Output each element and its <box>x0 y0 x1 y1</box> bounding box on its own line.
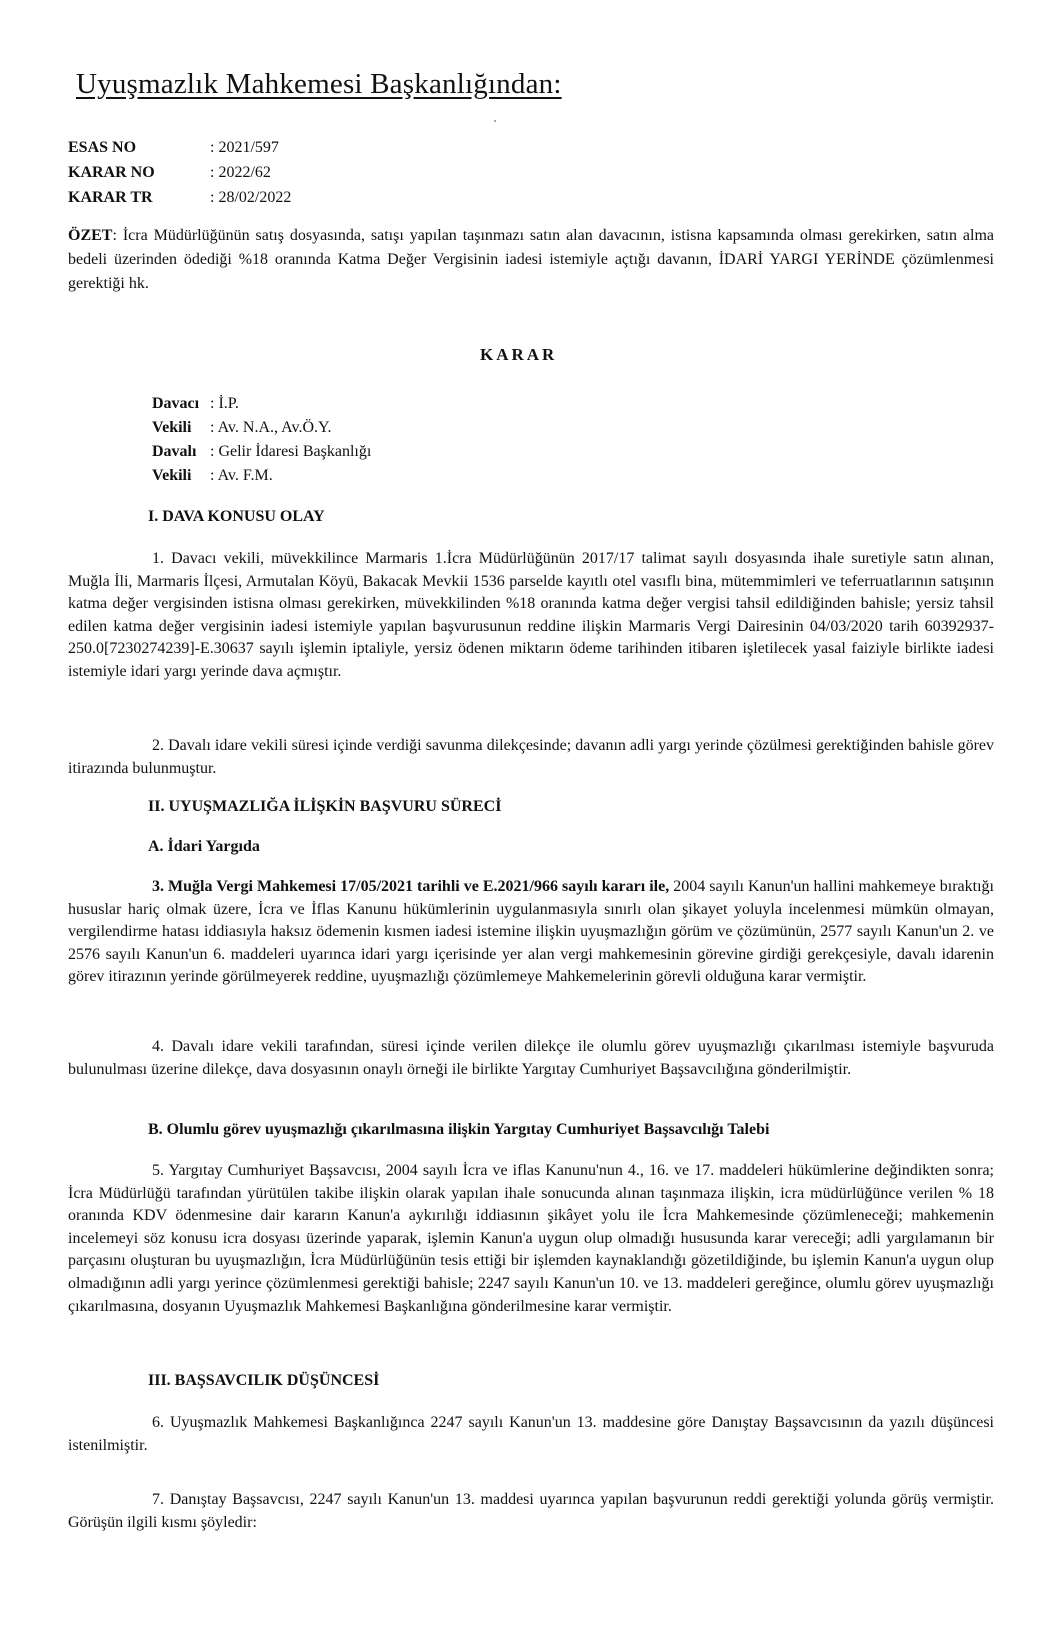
subsection-heading-b: B. Olumlu görev uyuşmazlığı çıkarılmasına ilişkin Yargıtay Cumhuriyet Başsavcılığı Talebi <box>148 1121 770 1138</box>
paragraph-3-bold: 3. Muğla Vergi Mahkemesi 17/05/2021 tarihli ve E.2021/966 sayılı kararı ile, <box>152 878 670 895</box>
case-info-label: KARAR NO <box>68 164 155 181</box>
paragraph-5: 5. Yargıtay Cumhuriyet Başsavcısı, 2004 sayılı İcra ve iflas Kanunu'nun 4., 16. ve 17. maddeleri hükümlerine değindikten sonra; İcra Müdürlüğü tarafından yürütülen takibe ilişkin olarak yapılan ihale sonucunda alınan taşınmaza ilişkin, icra müdürlüğünce verilen % 18 oranında KDV ödenmesine dair kararın Kanun'a aykırılığı iddiasının şikâyet yolu ile İcra Mahkemesinde çözümleneceği; mahkemenin incelemeyi söz konusu icra dosyası üzerinde yaparak, işlemin Kanun'a uygun olup olmadığı hususunda karar vereceği; adli yargılamanın bir parçasını oluşturan bu uyuşmazlığın, İcra Müdürlüğünün tesis ettiği bir işlemden kaynaklandığı gözetildiğinde, bu işlemin Kanun'a uygun olup olmadığının adli yargı yerince çözümlenmesi gerektiği bahisle; 2247 sayılı Kanun'un 10. ve 13. maddeleri gereğince, olumlu görev uyuşmazlığı çıkarılmasına, dosyanın Uyuşmazlık Mahkemesi Başkanlığına gönderilmesine karar vermiştir. <box>68 1162 994 1315</box>
party-label: Davalı <box>152 443 197 460</box>
paragraph-3 <box>68 876 994 989</box>
summary-label: ÖZET <box>68 227 113 244</box>
parties-block <box>152 392 371 488</box>
party-label: Vekili <box>152 467 192 484</box>
case-info-row-karar <box>68 160 291 185</box>
party-label: Vekili <box>152 419 192 436</box>
party-row-plaintiff <box>152 392 371 416</box>
scan-speck <box>494 120 496 122</box>
paragraph-1: 1. Davacı vekili, müvekkilince Marmaris 1.İcra Müdürlüğünün 2017/17 talimat sayılı dosyasında ihale suretiyle satın alınan, Muğla İli, Marmaris İlçesi, Armutalan Köyü, Bakacak Mevkii 1536 parselde kayıtlı otel vasıflı bina, mütemmimleri ve teferruatlarının satışının katma değer vergisinden istisna olması gerekirken, müvekkilinden %18 oranında katma değer vergisi tahsil edildiğinden bahisle; yersiz tahsil edilen katma değer vergisinin iadesi istemiyle yapılan başvurusunun reddine ilişkin Marmaris Vergi Dairesinin 04/03/2020 tarih 60392937-250.0[7230274239]-E.30637 sayılı işlemin iptaliyle, yersiz ödenen miktarın ödeme tarihinden itibaren işletilecek yasal faiziyle birlikte iadesi istemiyle idari yargı yerinde dava açmıştır. <box>68 550 994 680</box>
case-info-value: : 28/02/2022 <box>210 189 292 206</box>
case-info-value: : 2021/597 <box>210 139 279 156</box>
summary-text: : İcra Müdürlüğünün satış dosyasında, satışı yapılan taşınmazı satın alan davacının, istisna kapsamında olması gerekirken, satın alma bedeli üzerinden ödediği %18 oranında Katma Değer Vergisinin iadesi istemiyle açtığı davanın, İDARİ YARGI YERİNDE çözümlenmesi gerektiği hk. <box>68 227 994 292</box>
party-row-plaintiff-attorney <box>152 416 371 440</box>
paragraph-6: 6. Uyuşmazlık Mahkemesi Başkanlığınca 2247 sayılı Kanun'un 13. maddesine göre Danıştay Başsavcısının da yazılı düşüncesi istenilmiştir. <box>68 1414 994 1454</box>
case-info-row-date <box>68 185 291 210</box>
case-info-label: ESAS NO <box>68 139 137 156</box>
case-info-label: KARAR TR <box>68 189 153 206</box>
case-info-block <box>68 135 291 210</box>
paragraph-3-text: 2004 sayılı Kanun'un hallini mahkemeye bıraktığı hususlar hariç olmak üzere, İcra ve İflas Kanunu hükümlerinin uygulanmasıyla sınırlı olan şikayet yoluyla incelenmesi mümkün olmayan, vergilendirme hatası iddiasıyla haksız ödemenin kısmen iadesi istemine ilişkin uyuşmazlığın görüm ve çözümünün, 2577 sayılı Kanun'un 2. ve 2576 sayılı Kanun'un 6. maddeleri uyarınca idari yargı içerisinde yer alan vergi mahkemesinin görevine girdiği gerekçesiyle, davalı idarenin görev itirazının yerinde görülmeyerek reddine, uyuşmazlığı çözümlemeye Mahkemelerinin görevli olduğuna karar vermiştir. <box>68 878 994 986</box>
party-row-defendant <box>152 440 371 464</box>
paragraph-4: 4. Davalı idare vekili tarafından, süresi içinde verilen dilekçe ile olumlu görev uyuşmazlığı çıkarılması istemiyle başvuruda bulunulması üzerine dilekçe, dava dosyasının onaylı örneği ile birlikte Yargıtay Cumhuriyet Başsavcılığına gönderilmiştir. <box>68 1038 994 1078</box>
case-info-row-esas <box>68 135 291 160</box>
party-row-defendant-attorney <box>152 464 371 488</box>
paragraph-7: 7. Danıştay Başsavcısı, 2247 sayılı Kanun'un 13. maddesi uyarınca yapılan başvurunun reddi gerektiği yolunda görüş vermiştir. Görüşün ilgili kısmı şöyledir: <box>68 1491 994 1531</box>
party-value: : İ.P. <box>210 395 239 412</box>
subsection-heading-a: A. İdari Yargıda <box>148 838 260 855</box>
section-heading-3: III. BAŞSAVCILIK DÜŞÜNCESİ <box>148 1372 380 1389</box>
document-title: Uyuşmazlık Mahkemesi Başkanlığından: <box>76 68 562 100</box>
party-value: : Av. F.M. <box>210 467 273 484</box>
party-value: : Gelir İdaresi Başkanlığı <box>210 443 372 460</box>
section-heading-2: II. UYUŞMAZLIĞA İLİŞKİN BAŞVURU SÜRECİ <box>148 798 502 815</box>
paragraph-2: 2. Davalı idare vekili süresi içinde verdiği savunma dilekçesinde; davanın adli yargı yerinde çözülmesi gerektiğinden bahisle görev itirazında bulunmuştur. <box>68 737 994 777</box>
summary-paragraph <box>68 224 994 296</box>
party-value: : Av. N.A., Av.Ö.Y. <box>210 419 332 436</box>
case-info-value: : 2022/62 <box>210 164 271 181</box>
section-heading-1: I. DAVA KONUSU OLAY <box>148 508 325 525</box>
party-label: Davacı <box>152 395 200 412</box>
decision-heading: KARAR <box>480 345 558 364</box>
